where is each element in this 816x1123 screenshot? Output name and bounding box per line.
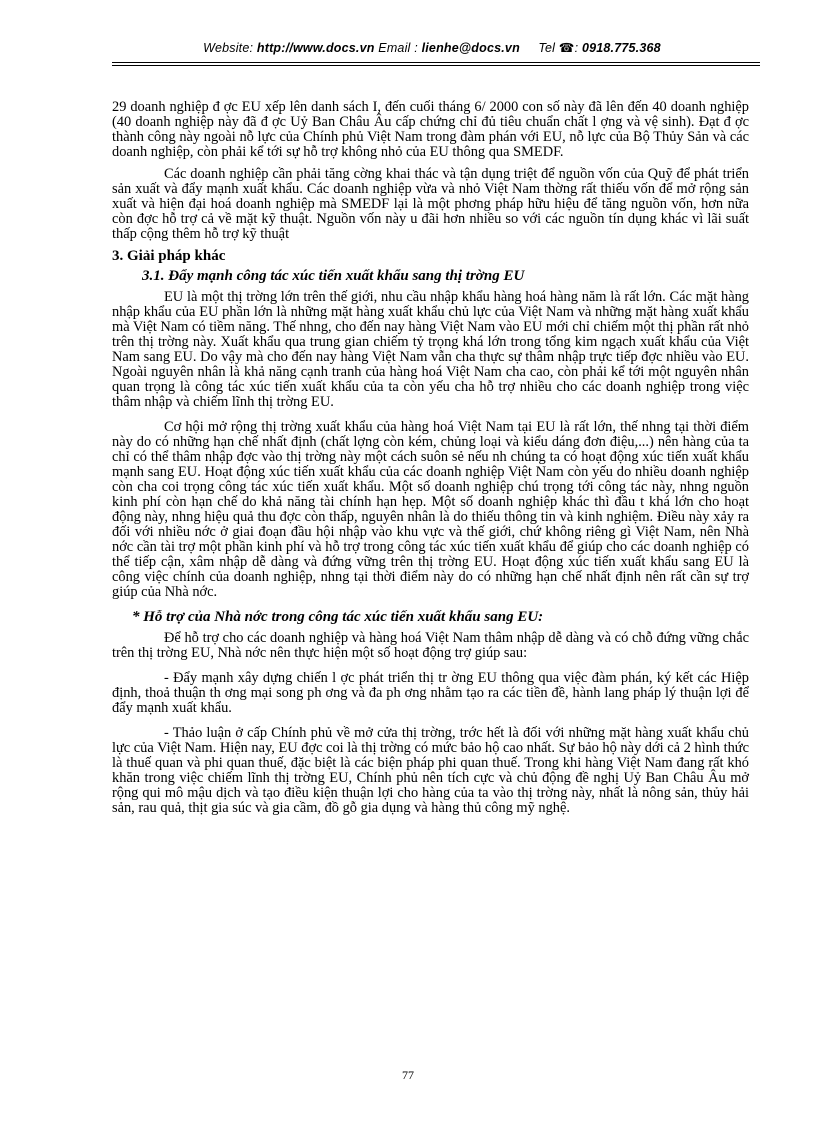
subsection-heading-export-promotion: 3.1. Đẩy mạnh công tác xúc tiến xuất khẩu sang thị trờng EU	[142, 268, 525, 284]
paragraph-support-intro: Để hỗ trợ cho các doanh nghiệp và hàng hoá Việt Nam thâm nhập dễ dàng và có chỗ đứng vững chắc trên thị trờng EU, Nhà nớc nên thực hiện một số hoạt động trợ giúp sau:	[112, 630, 749, 661]
website-url: http://www.docs.vn	[256, 41, 375, 55]
header-rule-top	[112, 62, 760, 63]
document-body	[112, 100, 749, 826]
header-rule-bottom	[112, 65, 760, 66]
page-header	[112, 40, 752, 55]
paragraph-smedf-capital: Các doanh nghiệp cần phải tăng cờng khai thác và tận dụng triệt để nguồn vốn của Quỹ để phát triển sản xuất và đẩy mạnh xuất khẩu. Các doanh nghiệp vừa và nhỏ Việt Nam thờng rất thiếu vốn để mở rộng sản xuất và hiện đại hoá doanh nghiệp mà SMEDF lại là một phơng pháp hữu hiệu để tăng nguồn vốn, hơn nữa còn đợc hỗ trợ cả về mặt kỹ thuật. Nguồn vốn này u đãi hơn nhiều so với các nguồn tín dụng khác vì lãi suất thấp cộng thêm hỗ trợ kỹ thuật	[112, 166, 749, 242]
section-heading-other-solutions: 3. Giải pháp khác	[112, 248, 226, 264]
page-number: 77	[402, 1068, 414, 1082]
list-item-strategy: - Đẩy mạnh xây dựng chiến l ợc phát triển thị tr ờng EU thông qua việc đàm phán, ký kết các Hiệp định, thoả thuận th ơng mại song ph ơng và đa ph ơng nhằm tạo ra các tiền đề, hành lang pháp lý thuận lợi để đẩy mạnh xuất khẩu.	[112, 670, 749, 716]
paragraph-export-opportunity: Cơ hội mở rộng thị trờng xuất khẩu của hàng hoá Việt Nam tại EU là rất lớn, thế nhng tại thời điểm này do có những hạn chế nhất định (chất lợng còn kém, chủng loại và kiểu dáng đơn điệu,...) nên hàng của ta chỉ có thể thâm nhập đợc vào thị trờng này một cách suôn sẻ nếu nh chúng ta có hoạt động xúc tiến xuất khẩu mạnh sang EU. Hoạt động xúc tiến xuất khẩu của các doanh nghiệp Việt Nam còn yếu do nhiều doanh nghiệp còn cha coi trọng công tác xúc tiến xuất khẩu. Một số doanh nghiệp chú trọng tới công tác này, nhng nguồn kinh phí còn hạn chế do khả năng tài chính hạn hẹp. Một số doanh nghiệp khác thì đầu t khá lớn cho hoạt động này, nhng hiệu quả thu đợc còn thấp, nguyên nhân là do thiếu thông tin và kinh nghiệm. Điều này xảy ra đối với nhiều nớc ở giai đoạn đầu hội nhập vào khu vực và thế giới, chứ không riêng gì Việt Nam, nên Nhà nớc cần tài trợ một phần kinh phí và hỗ trợ trong công tác xúc tiến xuất khẩu để giúp cho các doanh nghiệp có thể tiếp cận, xâm nhập dễ dàng và đứng vững trên thị trờng EU. Hoạt động xúc tiến xuất khẩu sang EU là công việc chính của doanh nghiệp, nhng tại thời điểm này do có những hạn chế nhất định nên rất cần sự trợ giúp của Nhà nớc.	[112, 419, 749, 600]
tel-label: Tel ☎:	[538, 41, 579, 55]
paragraph-smedf-intro: 29 doanh nghiệp đ ợc EU xếp lên danh sách I, đến cuối tháng 6/ 2000 con số này đã lên đến 40 doanh nghiệp (40 doanh nghiệp này đã đ ợc Uỷ Ban Châu Âu cấp chứng chỉ đủ tiêu chuẩn chất l ợng và vệ sinh). Đạt đ ợc thành công này ngoài nỗ lực của Chính phủ Việt Nam trong đàm phán với EU, nỗ lực của Bộ Thủy Sản và các doanh nghiệp, còn phải kể tới sự hỗ trợ không nhỏ của EU thông qua SMEDF.	[112, 99, 749, 160]
subheading-state-support: * Hỗ trợ của Nhà nớc trong công tác xúc tiến xuất khẩu sang EU:	[132, 609, 544, 625]
email-label: Email :	[378, 41, 418, 55]
website-label: Website:	[203, 41, 254, 55]
tel-number: 0918.775.368	[581, 41, 661, 55]
list-item-market-opening: - Thảo luận ở cấp Chính phủ về mở cửa thị trờng, trớc hết là đối với những mặt hàng xuất khẩu chủ lực của Việt Nam. Hiện nay, EU đợc coi là thị trờng có mức bảo hộ cao nhất. Sự bảo hộ này dới cả 2 hình thức là thuế quan và phi quan thuế, đặc biệt là các biện pháp phi quan thuế. Trong khi hàng Việt Nam đang rất khó khăn trong việc chiếm lĩnh thị trờng EU, Chính phủ nên tích cực và chủ động đề nghị Uỷ Ban Châu Âu mở rộng qui mô mậu dịch và tạo điều kiện thuận lợi cho hàng của ta vào thị trờng này, nhất là nông sản, thủy hải sản, rau quả, thịt gia súc và gia cầm, đồ gỗ gia dụng và hàng thủ công mỹ nghệ.	[112, 725, 749, 816]
email-address: lienhe@docs.vn	[421, 41, 520, 55]
paragraph-eu-market: EU là một thị trờng lớn trên thế giới, nhu cầu nhập khẩu hàng hoá hàng năm là rất lớn. Các mặt hàng nhập khẩu của EU phần lớn là những mặt hàng xuất khẩu chủ lực của Việt Nam và những mặt hàng xuất khẩu mà Việt Nam có tiềm năng. Thế nhng, cho đến nay hàng Việt Nam vào EU mới chỉ chiếm một thị phần rất nhỏ trên thị trờng này. Xuất khẩu qua trung gian chiếm tỷ trọng khá lớn trong tổng kim ngạch xuất khẩu của Việt Nam sang EU. Do vậy mà cho đến nay hàng Việt Nam vẫn cha thực sự thâm nhập trực tiếp đợc nhiều vào EU. Ngoài nguyên nhân là khả năng cạnh tranh của hàng hoá Việt Nam cha cao, còn phải kể tới một nguyên nhân quan trọng là công tác xúc tiến xuất khẩu của ta còn yếu cha hỗ trợ nhiều cho các doanh nghiệp trong việc thâm nhập và chiếm lĩnh thị trờng EU.	[112, 289, 749, 410]
